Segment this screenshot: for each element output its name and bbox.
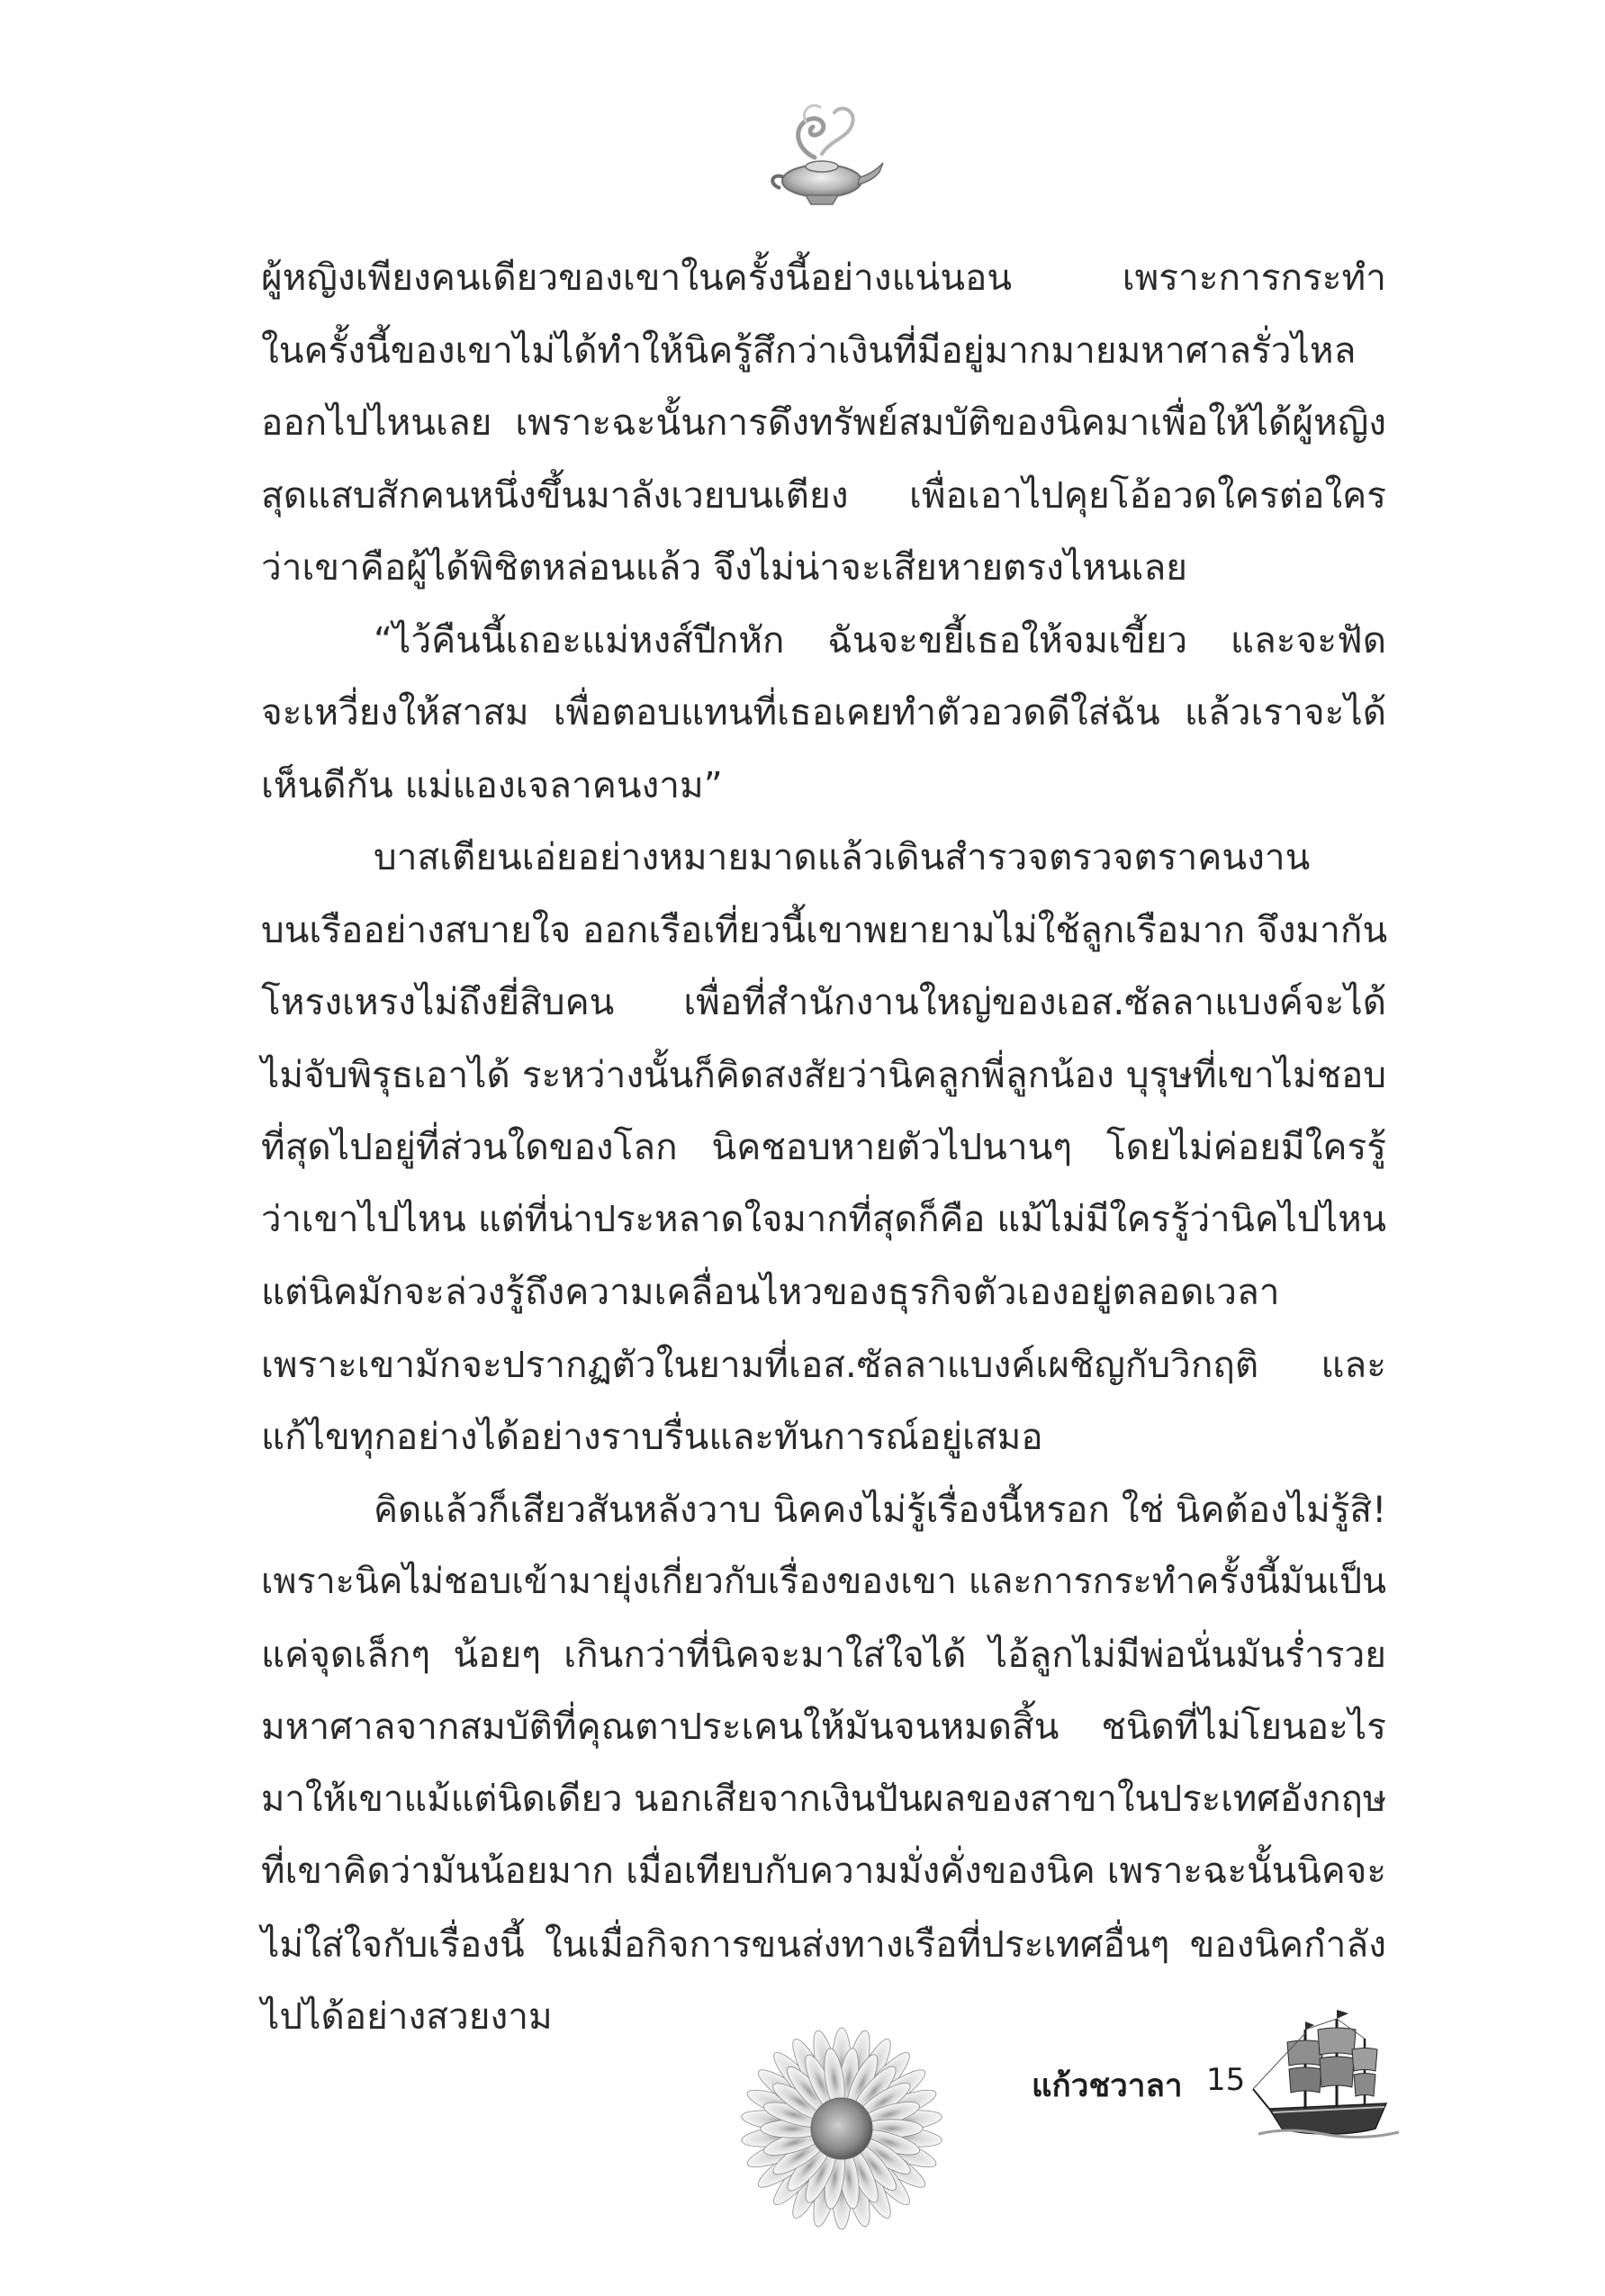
text-line: เพราะนิคไม่ชอบเข้ามายุ่งเกี่ยวกับเรื่องของเขา และการกระทำครั้งนี้มันเป็น <box>261 1561 1386 1602</box>
text-line: ไม่จับพิรุธเอาได้ ระหว่างนั้นก็คิดสงสัยว่านิคลูกพี่ลูกน้อง บุรุษที่เขาไม่ชอบ <box>261 1052 1386 1096</box>
text-line: ผู้หญิงเพียงคนเดียวของเขาในครั้งนี้อย่างแน่นอน เพราะการกระทำ <box>261 256 1386 299</box>
text-line: ออกไปไหนเลย เพราะฉะนั้นการดึงทรัพย์สมบัติของนิคมาเพื่อให้ได้ผู้หญิง <box>261 401 1386 444</box>
sailing-ship-icon <box>1251 2003 1404 2156</box>
text-line: ไม่ใส่ใจกับเรื่องนี้ ในเมื่อกิจการขนส่งทางเรือที่ประเทศอื่นๆ ของนิคกำลัง <box>261 1922 1386 1966</box>
text-line: ที่สุดไปอยู่ที่ส่วนใดของโลก นิคชอบหายตัวไปนานๆ โดยไม่ค่อยมีใครรู้ <box>261 1125 1386 1168</box>
text-line: มหาศาลจากสมบัติที่คุณตาประเคนให้มันจนหมดสิ้น ชนิดที่ไม่โยนอะไร <box>261 1705 1386 1748</box>
text-line: แค่จุดเล็กๆ น้อยๆ เกินกว่าที่นิคจะมาใส่ใจได้ ไอ้ลูกไม่มีพ่อนั่นมันร่ำรวย <box>261 1632 1386 1676</box>
text-line: โหรงเหรงไม่ถึงยี่สิบคน เพื่อที่สำนักงานใหญ่ของเอส.ซัลลาแบงค์จะได้ <box>261 980 1386 1023</box>
text-line: คิดแล้วก็เสียวสันหลังวาบ นิคคงไม่รู้เรื่องนี้หรอก ใช่ นิคต้องไม่รู้สิ! <box>374 1487 1387 1531</box>
text-line: ไปได้อย่างสวยงาม <box>261 1994 553 2038</box>
text-line: ว่าเขาไปไหน แต่ที่น่าประหลาดใจมากที่สุดก็คือ แม้ไม่มีใครรู้ว่านิคไปไหน <box>261 1198 1386 1240</box>
text-line: บาสเตียนเอ่ยอย่างหมายมาดแล้วเดินสำรวจตรวจตราคนงาน <box>374 835 1311 878</box>
genie-lamp-icon <box>759 95 885 212</box>
text-line: สุดแสบสักคนหนึ่งขึ้นมาลังเวยบนเตียง เพื่อเอาไปคุยโอ้อวดใครต่อใคร <box>261 473 1386 517</box>
book-title: แก้วชวาลา <box>1032 2068 1183 2104</box>
text-line: แต่นิคมักจะล่วงรู้ถึงความเคลื่อนไหวของธุรกิจตัวเองอยู่ตลอดเวลา <box>261 1270 1280 1313</box>
text-line: ที่เขาคิดว่ามันน้อยมาก เมื่อเทียบกับความมั่งคั่งของนิค เพราะฉะนั้นนิคจะ <box>261 1850 1386 1892</box>
text-line: ในครั้งนี้ของเขาไม่ได้ทำให้นิครู้สึกว่าเงินที่มีอยู่มากมายมหาศาลรั่วไหล <box>261 328 1357 372</box>
text-line: จะเหวี่ยงให้สาสม เพื่อตอบแทนที่เธอเคยทำตัวอวดดีใส่ฉัน แล้วเราจะได้ <box>261 690 1386 734</box>
text-line: บนเรืออย่างสบายใจ ออกเรือเที่ยวนี้เขาพยายามไม่ใช้ลูกเรือมาก จึงมากัน <box>261 907 1388 951</box>
text-line: “ไว้คืนนี้เถอะแม่หงส์ปีกหัก ฉันจะขยี้เธอให้จมเขี้ยว และจะฟัด <box>374 617 1386 662</box>
text-line: เห็นดีกัน แม่แองเจลาคนงาม” <box>261 762 723 806</box>
body-text <box>261 241 1386 2053</box>
text-line: มาให้เขาแม้แต่นิดเดียว นอกเสียจากเงินปันผลของสาขาในประเทศอังกฤษ <box>261 1778 1387 1820</box>
page-number: 15 <box>1206 2062 1246 2098</box>
daisy-flower-icon <box>729 2016 954 2241</box>
text-line: เพราะเขามักจะปรากฏตัวในยามที่เอส.ซัลลาแบงค์เผชิญกับวิกฤติ และ <box>261 1342 1386 1386</box>
text-line: แก้ไขทุกอย่างได้อย่างราบรื่นและทันการณ์อยู่เสมอ <box>261 1415 1043 1458</box>
text-line: ว่าเขาคือผู้ได้พิชิตหล่อนแล้ว จึงไม่น่าจะเสียหายตรงไหนเลย <box>261 545 1188 589</box>
